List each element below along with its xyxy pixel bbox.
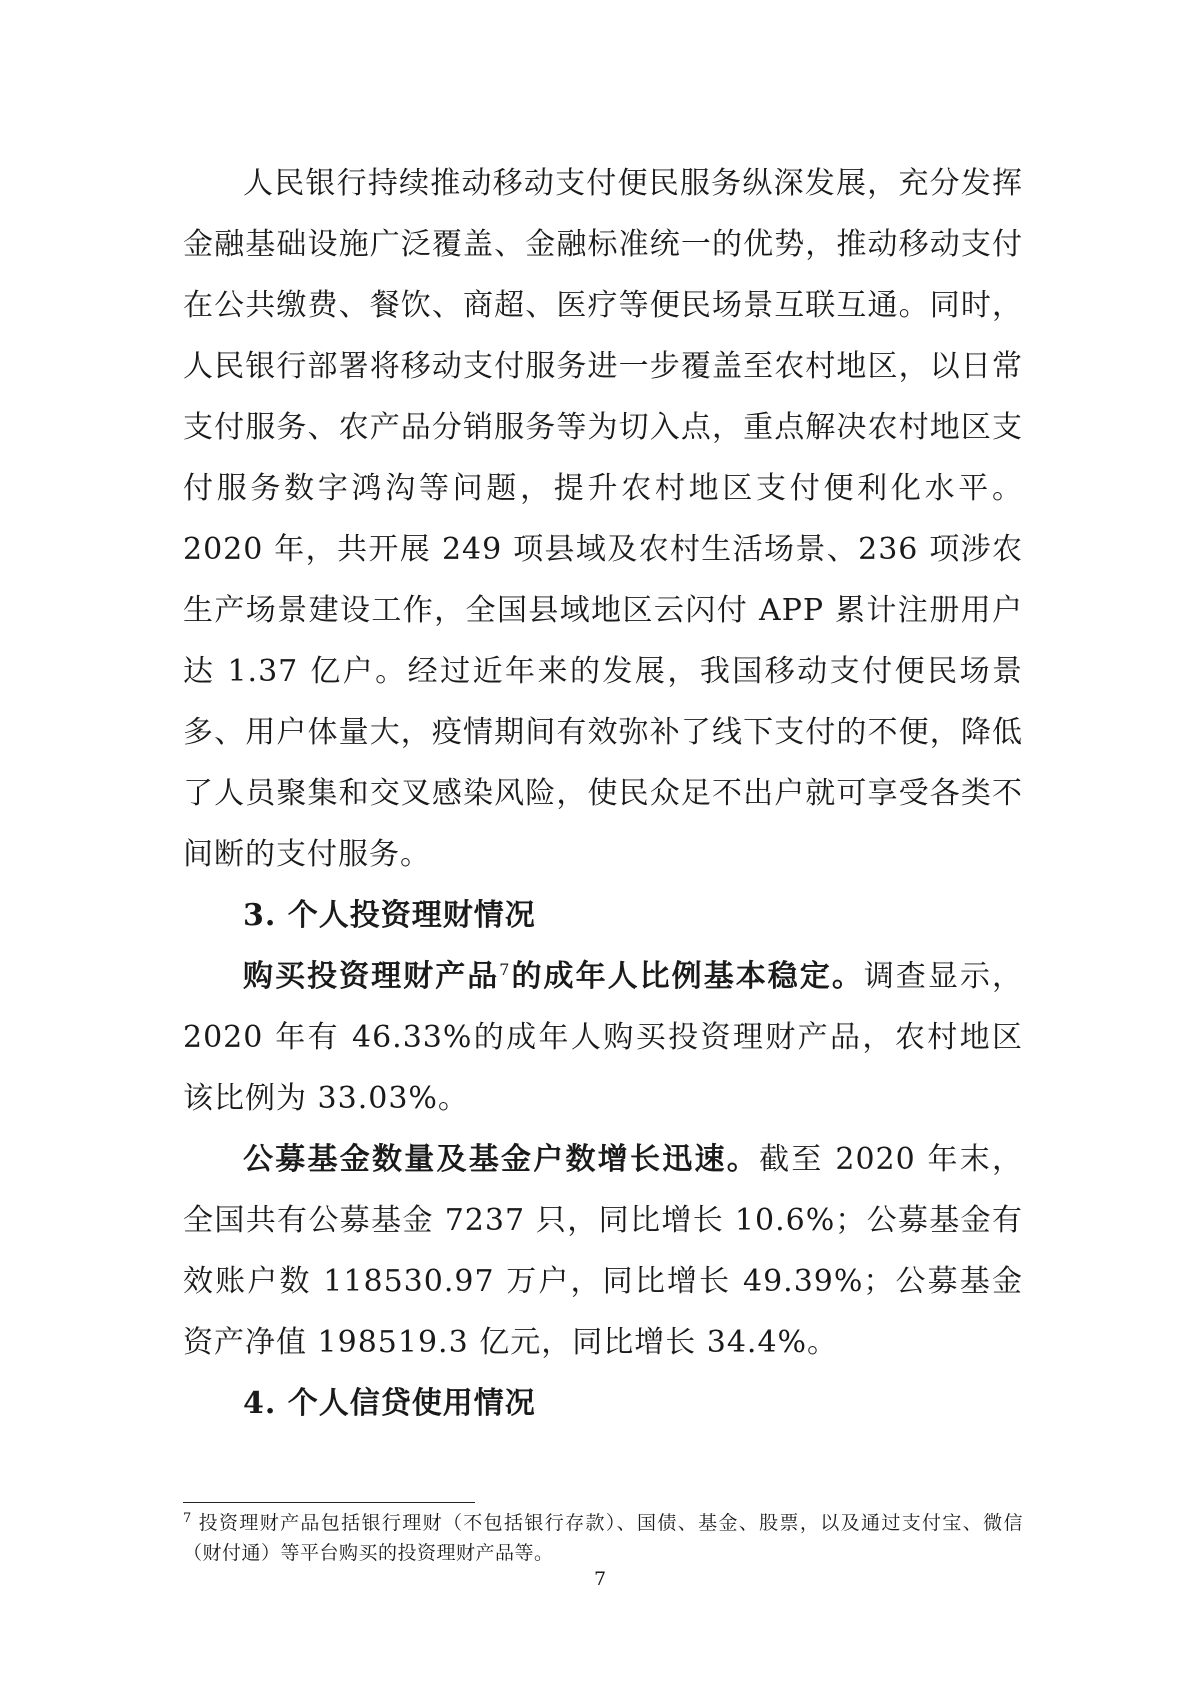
paragraph-funds <box>183 1129 1023 1373</box>
paragraph-investment <box>183 946 1023 1129</box>
footnote-text: 投资理财产品包括银行理财（不包括银行存款）、国债、基金、股票，以及通过支付宝、微信（财付通）等平台购买的投资理财产品等。 <box>183 1512 1023 1564</box>
investment-lead-after: 的成年人比例基本稳定。 <box>510 959 864 994</box>
section-heading-credit: 4. 个人信贷使用情况 <box>243 1386 536 1421</box>
paragraph-mobile-payment: 人民银行持续推动移动支付便民服务纵深发展，充分发挥金融基础设施广泛覆盖、金融标准统一的优势，推动移动支付在公共缴费、餐饮、商超、医疗等便民场景互联互通。同时，人民银行部署将移动支付服务进一步覆盖至农村地区，以日常支付服务、农产品分销服务等为切入点，重点解决农村地区支付服务数字鸿沟等问题，提升农村地区支付便利化水平。2020 年，共开展 249 项县域及农村生活场景、236 项涉农生产场景建设工作，全国县域地区云闪付 APP 累计注册用户达 1.37 亿户。经过近年来的发展，我国移动支付便民场景多、用户体量大，疫情期间有效弥补了线下支付的不便，降低了人员聚集和交叉感染风险，使民众足不出户就可享受各类不间断的支付服务。 <box>183 166 1023 872</box>
footnote-marker: 7 <box>183 1510 192 1526</box>
body-text <box>183 153 1023 1434</box>
funds-body: 截至 2020 年末，全国共有公募基金 7237 只，同比增长 10.6%；公募基金有效账户数 118530.97 万户，同比增长 49.39%；公募基金资产净值 198519.3 亿元，同比增长 34.4%。 <box>183 1142 1024 1360</box>
investment-lead-before: 购买投资理财产品 <box>243 959 500 994</box>
investment-body: 调查显示，2020 年有 46.33%的成年人购买投资理财产品，农村地区该比例为 33.03%。 <box>183 959 1024 1116</box>
section-heading-investment: 3. 个人投资理财情况 <box>243 898 536 933</box>
footnote <box>183 1508 1023 1568</box>
footnote-reference[interactable]: 7 <box>499 960 511 979</box>
funds-lead: 公募基金数量及基金户数增长迅速。 <box>243 1142 760 1177</box>
footnote-divider <box>183 1502 475 1503</box>
page-number: 7 <box>593 1568 607 1590</box>
